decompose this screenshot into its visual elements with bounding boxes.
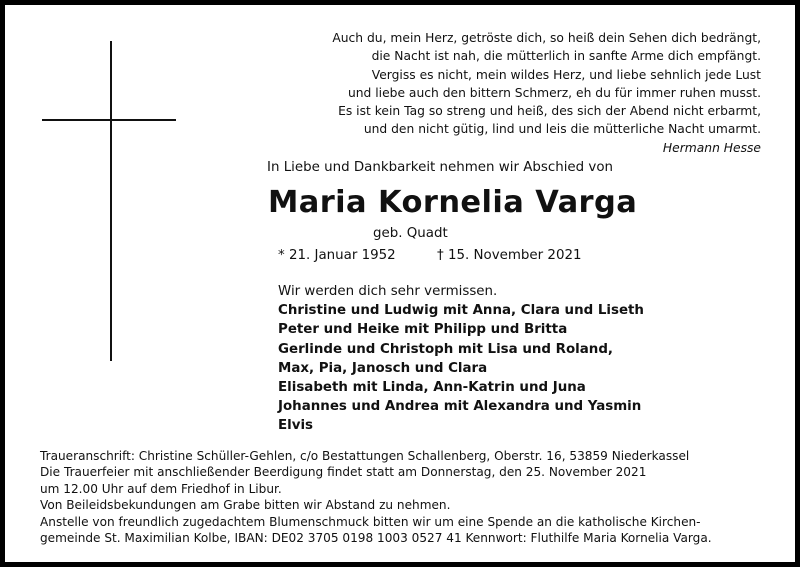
mourner-line: Peter und Heike mit Philipp und Britta: [278, 322, 568, 338]
funeral-details: [40, 448, 712, 546]
mourners-intro: Wir werden dich sehr vermissen.: [278, 284, 498, 299]
mourner-line: Elisabeth mit Linda, Ann-Katrin und Juna: [278, 380, 586, 396]
poem-line: Es ist kein Tag so streng und heiß, des sich der Abend nicht erbarmt,: [338, 104, 761, 119]
mourner-line: Gerlinde und Christoph mit Lisa und Roland,: [278, 341, 613, 357]
footer-line-address: Traueranschrift: Christine Schüller-Gehlen, c/o Bestattungen Schallenberg, Oberstr. 16, 53859 Niederkassel: [40, 449, 690, 463]
cross-icon-horizontal-bar: [42, 119, 176, 121]
mourner-line: Johannes und Andrea mit Alexandra und Yasmin: [278, 399, 642, 415]
footer-line-time: um 12.00 Uhr auf dem Friedhof in Libur.: [40, 481, 282, 496]
death-date: † 15. November 2021: [437, 248, 582, 263]
poem-author: Hermann Hesse: [662, 140, 761, 155]
mourner-line: Elvis: [278, 418, 314, 434]
footer-line-iban: gemeinde St. Maximilian Kolbe, IBAN: DE02 3705 0198 1003 0527 41 Kennwort: Fluthilfe Maria Kornelia Varga.: [40, 531, 712, 546]
footer-line-condolences: Von Beileidsbekundungen am Grabe bitten wir Abstand zu nehmen.: [40, 498, 451, 513]
mourner-line: Christine und Ludwig mit Anna, Clara und Liseth: [278, 303, 644, 319]
birth-date: * 21. Januar 1952: [278, 248, 396, 263]
deceased-name: Maria Kornelia Varga: [268, 185, 638, 220]
mourner-line: Max, Pia, Janosch und Clara: [278, 360, 488, 376]
poem-block: [241, 29, 761, 157]
footer-line-ceremony: Die Trauerfeier mit anschließender Beerdigung findet statt am Donnerstag, den 25. November 2021: [40, 465, 647, 480]
poem-line: Vergiss es nicht, mein wildes Herz, und liebe sehnlich jede Lust: [371, 67, 761, 82]
poem-line: Auch du, mein Herz, getröste dich, so heiß dein Sehen dich bedrängt,: [332, 31, 761, 45]
birth-name: geb. Quadt: [373, 226, 448, 241]
poem-line: und den nicht gütig, lind und leis die mütterliche Nacht umarmt.: [363, 122, 761, 137]
poem-line: und liebe auch den bittern Schmerz, eh du für immer ruhen musst.: [347, 85, 761, 100]
cross-icon-vertical-bar: [110, 41, 112, 361]
farewell-intro: In Liebe und Dankbarkeit nehmen wir Abschied von: [267, 160, 614, 175]
mourners-block: [278, 282, 644, 436]
poem-line: die Nacht ist nah, die mütterlich in sanfte Arme dich empfängt.: [371, 49, 761, 64]
footer-line-donation: Anstelle von freundlich zugedachtem Blumenschmuck bitten wir um eine Spende an die katholische Kirchen-: [40, 514, 701, 529]
